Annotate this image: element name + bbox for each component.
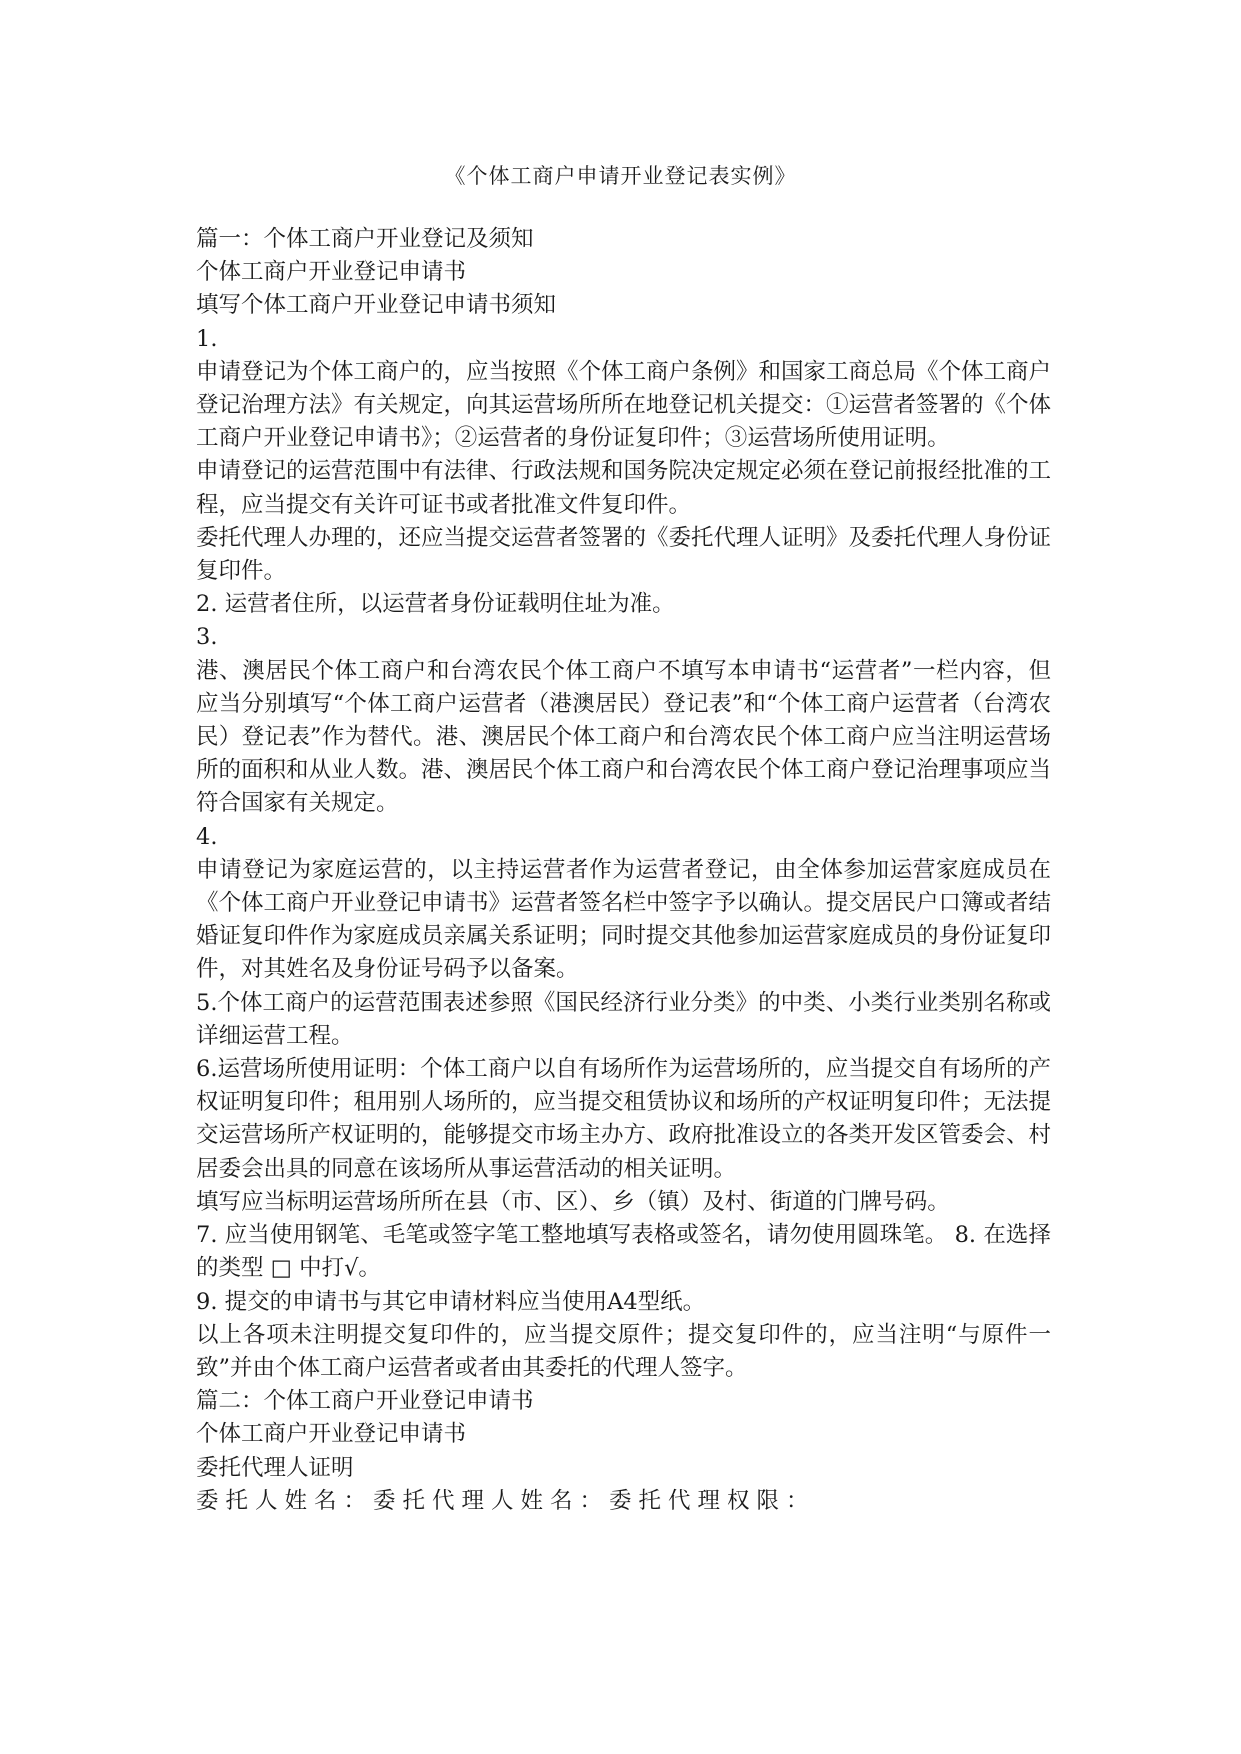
subheading: 委托代理人证明 (196, 1454, 354, 1481)
subheading: 个体工商户开业登记申请书 (196, 1421, 467, 1448)
paragraph: 6.运营场所使用证明：个体工商户以自有场所作为运营场所的，应当提交自有场所的产权证明复印件；租用别人场所的，应当提交租赁协议和场所的产权证明复印件；无法提交运营场所产权证明的，能够提交市场主办方、政府批准设立的各类开发区管委会、村居委会出具的同意在该场所从事运营活动的相关证明。 (196, 1056, 1052, 1182)
subheading: 个体工商户开业登记申请书 (196, 259, 467, 286)
document-body (196, 223, 1051, 1518)
paragraph: 以上各项未注明提交复印件的，应当提交原件；提交复印件的，应当注明“与原件一致”并由个体工商户运营者或者由其委托的代理人签字。 (196, 1321, 1051, 1381)
item-number: 4. (196, 823, 218, 850)
paragraph: 申请登记为家庭运营的，以主持运营者作为运营者登记，由全体参加运营家庭成员在《个体工商户开业登记申请书》运营者签名栏中签字予以确认。提交居民户口簿或者结婚证复印件作为家庭成员亲属关系证明；同时提交其他参加运营家庭成员的身份证复印件，对其姓名及身份证号码予以备案。 (196, 856, 1052, 983)
paragraph: 填写应当标明运营场所所在县（市、区）、乡（镇）及村、街道的门牌号码。 (196, 1188, 950, 1215)
paragraph: 委托代理人办理的，还应当提交运营者签署的《委托代理人证明》及委托代理人身份证复印件。 (196, 524, 1052, 585)
item-number: 1. (196, 325, 218, 352)
document-title: 《个体工商户申请开业登记表实例》 (444, 164, 797, 188)
form-field-labels: 委托人姓名：委托代理人姓名：委托代理权限： (196, 1487, 816, 1514)
paragraph: 2. 运营者住所，以运营者身份证载明住址为准。 (196, 591, 675, 618)
paragraph: 5.个体工商户的运营范围表述参照《国民经济行业分类》的中类、小类行业类别名称或详细运营工程。 (196, 989, 1051, 1049)
section-heading: 篇一：个体工商户开业登记及须知 (196, 226, 534, 252)
paragraph: 申请登记为个体工商户的，应当按照《个体工商户条例》和国家工商总局《个体工商户登记治理方法》有关规定，向其运营场所所在地登记机关提交：①运营者签署的《个体工商户开业登记申请书》；②运营者的身份证复印件；③运营场所使用证明。 (196, 358, 1052, 452)
paragraph: 港、澳居民个体工商户和台湾农民个体工商户不填写本申请书“运营者”一栏内容，但应当分别填写“个体工商户运营者（港澳居民）登记表”和“个体工商户运营者（台湾农民）登记表”作为替代。港、澳居民个体工商户和台湾农民个体工商户应当注明运营场所的面积和从业人数。港、澳居民个体工商户和台湾农民个体工商户登记治理事项应当符合国家有关规定。 (196, 657, 1052, 817)
paragraph: 9. 提交的申请书与其它申请材料应当使用A4型纸。 (196, 1288, 706, 1315)
paragraph: 7. 应当使用钢笔、毛笔或签字笔工整地填写表格或签名，请勿使用圆珠笔。 8. 在选择的类型 □ 中打√。 (196, 1222, 1051, 1282)
section-heading: 篇二：个体工商户开业登记申请书 (196, 1388, 534, 1415)
item-number: 3. (196, 624, 218, 651)
subheading: 填写个体工商户开业登记申请书须知 (196, 292, 557, 319)
paragraph: 申请登记的运营范围中有法律、行政法规和国务院决定规定必须在登记前报经批准的工程，应当提交有关许可证书或者批准文件复印件。 (196, 458, 1052, 518)
